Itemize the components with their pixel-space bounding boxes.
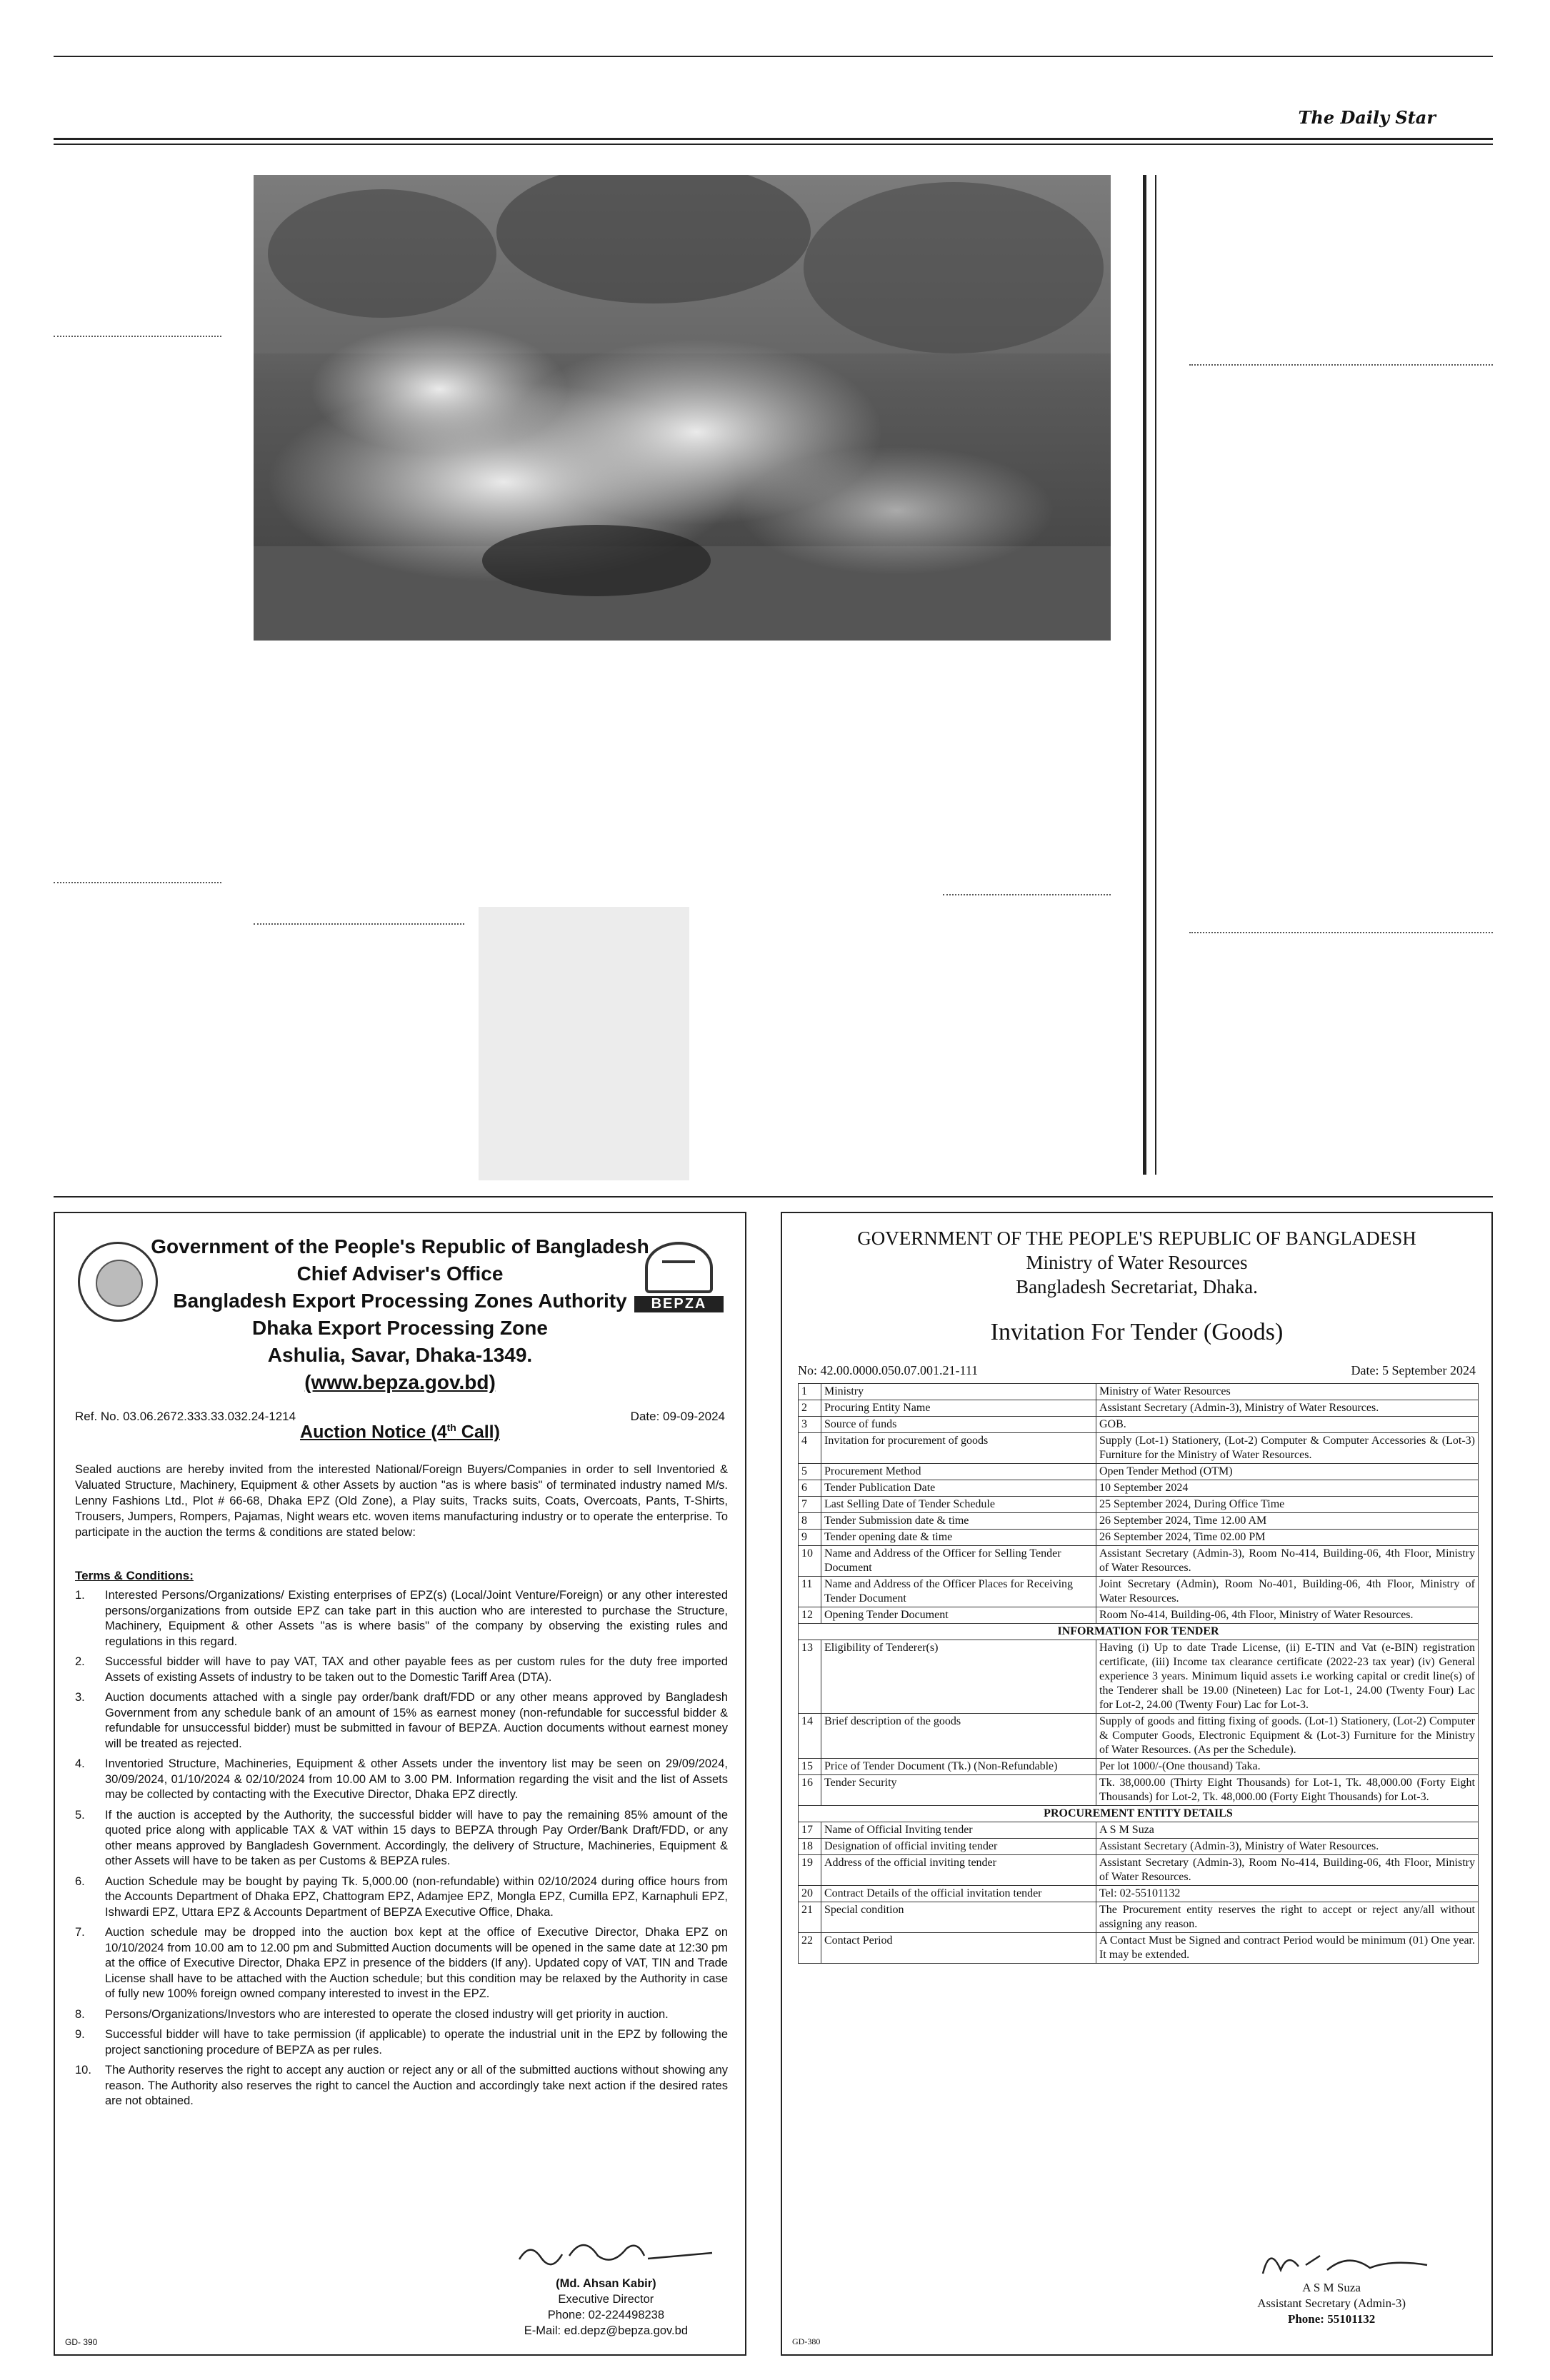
row-number: 12	[799, 1607, 821, 1624]
signature-image	[512, 2227, 726, 2270]
row-value: Ministry of Water Resources	[1096, 1384, 1479, 1400]
header-line: GOVERNMENT OF THE PEOPLE'S REPUBLIC OF BANGLADESH	[857, 1227, 1416, 1249]
mowr-tender-notice	[781, 1212, 1493, 2356]
website-link[interactable]: (www.bepza.gov.bd)	[304, 1371, 496, 1393]
terms-item-text: Auction Schedule may be bought by paying Tk. 5,000.00 (non-refundable) within 02/10/2024 during office hours from the Accounts Department of Dhaka EPZ, Chattogram EPZ, Adamjee EPZ, Mongla EPZ, Cumilla EPZ, Karnaphuli EPZ, Ishwardi EPZ, Uttara EPZ & Accounts Department of BEPZA Executive Office, Dhaka.	[105, 1874, 728, 1919]
row-label: Invitation for procurement of goods	[821, 1433, 1096, 1464]
table-row	[799, 1839, 1479, 1855]
signer-block	[1257, 2280, 1406, 2327]
row-number: 1	[799, 1384, 821, 1400]
signer-name: (Md. Ahsan Kabir)	[556, 2277, 656, 2290]
signer-title: Assistant Secretary (Admin-3)	[1257, 2296, 1406, 2310]
row-number: 21	[799, 1902, 821, 1933]
row-number: 11	[799, 1577, 821, 1607]
table-section-row	[799, 1624, 1479, 1640]
terms-item	[75, 1925, 728, 2002]
signer-phone: Phone: 55101132	[1287, 2312, 1376, 2326]
terms-heading: Terms & Conditions:	[75, 1569, 194, 1582]
signer-block	[524, 2276, 688, 2339]
terms-item-number: 6.	[75, 1874, 85, 1888]
tender-title: Invitation For Tender (Goods)	[990, 1319, 1284, 1345]
row-label: Price of Tender Document (Tk.) (Non-Refundable)	[821, 1759, 1096, 1775]
bepza-logo-label: BEPZA	[634, 1296, 724, 1312]
terms-item	[75, 1808, 728, 1869]
terms-item-text: Auction schedule may be dropped into the auction box kept at the office of Executive Director, Dhaka EPZ on 10/10/2024 from 10.00 am to 12.00 pm and Submitted Auction documents will be opened in the same date at 12:30 pm at the office of Executive Director, Dhaka EPZ in presence of the bidders (If any). Updated copy of VAT, TIN and Trade License shall have to be attached with the Auction schedule; but this condition may be relaxed by the Authority in case of fully new 100% foreign owned company interested to invest in the EPZ.	[105, 1926, 728, 2000]
row-number: 17	[799, 1822, 821, 1839]
ads-rule	[54, 1196, 1493, 1197]
row-value: Assistant Secretary (Admin-3), Room No-414, Building-06, 4th Floor, Ministry of Water Resources.	[1096, 1855, 1479, 1886]
title-end: Call)	[456, 1422, 500, 1442]
masthead-rule-lower	[54, 144, 1493, 145]
row-number: 13	[799, 1640, 821, 1714]
terms-item-text: Persons/Organizations/Investors who are interested to operate the closed industry will get priority in auction.	[105, 2007, 669, 2021]
header-line: Dhaka Export Processing Zone	[252, 1317, 548, 1339]
terms-item-number: 5.	[75, 1808, 85, 1822]
row-label: Tender opening date & time	[821, 1530, 1096, 1546]
title-sup: th	[446, 1422, 456, 1433]
row-value: Joint Secretary (Admin), Room No-401, Building-06, 4th Floor, Ministry of Water Resources.	[1096, 1577, 1479, 1607]
row-label: Source of funds	[821, 1417, 1096, 1433]
section-heading: PROCUREMENT ENTITY DETAILS	[799, 1806, 1479, 1822]
row-value: Supply of goods and fitting fixing of goods. (Lot-1) Stationery, (Lot-2) Computer & Computer Goods, Electronic Equipment & (Lot-3) Furniture for the Ministry of Water Resources. (As per the Schedule).	[1096, 1714, 1479, 1759]
column-separator	[943, 894, 1111, 895]
top-rule	[54, 56, 1493, 57]
column-divider-thin	[1155, 175, 1156, 1175]
table-row	[799, 1497, 1479, 1513]
row-value: 26 September 2024, Time 02.00 PM	[1096, 1530, 1479, 1546]
signer-phone: Phone: 02-224498238	[547, 2309, 665, 2321]
reference-number: Ref. No. 03.06.2672.333.33.032.24-1214	[75, 1410, 296, 1423]
column-separator	[54, 882, 221, 883]
row-value: 26 September 2024, Time 12.00 AM	[1096, 1513, 1479, 1530]
row-value: A S M Suza	[1096, 1822, 1479, 1839]
terms-item-text: Successful bidder will have to pay VAT, TAX and other payable fees as per custom rules for the duty free imported Assets of existing Assets of industry to be taken out to the Domestic Tariff Area (DTA).	[105, 1655, 728, 1684]
row-number: 7	[799, 1497, 821, 1513]
table-section-row	[799, 1806, 1479, 1822]
column-separator	[54, 336, 221, 337]
row-value: Tk. 38,000.00 (Thirty Eight Thousands) for Lot-1, Tk. 48,000.00 (Forty Eight Thousands) for Lot-2, Tk. 48,000.00 (Forty Eight Thousands) for Lot-3.	[1096, 1775, 1479, 1806]
signature-image	[1256, 2238, 1434, 2281]
table-row	[799, 1433, 1479, 1464]
row-value: The Procurement entity reserves the right to accept or reject any/all without assigning any reason.	[1096, 1902, 1479, 1933]
row-label: Name and Address of the Officer Places for Receiving Tender Document	[821, 1577, 1096, 1607]
row-number: 2	[799, 1400, 821, 1417]
header-line: Ministry of Water Resources	[1026, 1252, 1248, 1273]
row-number: 15	[799, 1759, 821, 1775]
table-row	[799, 1400, 1479, 1417]
terms-list	[75, 1588, 728, 2114]
terms-item	[75, 2007, 728, 2023]
table-row	[799, 1480, 1479, 1497]
terms-item-text: Interested Persons/Organizations/ Existing enterprises of EPZ(s) (Local/Joint Venture/Foreign) or any other interested persons/organizations from outside EPZ can take part in this auction who are interested to purchase the Structure, Machinery, Equipment & other Assets "as is where basis" of the company by observing the existing rules and regulations in this regard.	[105, 1589, 728, 1648]
row-number: 16	[799, 1775, 821, 1806]
table-row	[799, 1855, 1479, 1886]
signer-email[interactable]: E-Mail: ed.depz@bepza.gov.bd	[524, 2324, 688, 2337]
row-value: GOB.	[1096, 1417, 1479, 1433]
terms-item-text: If the auction is accepted by the Authority, the successful bidder will have to pay the remaining 85% amount of the quoted price along with applicable TAX & VAT within 15 days to BEPZA through Pay Order/Bank Draft/FDD, or any other means approved by Bangladesh Government. Accordingly, the delivery of Structure, Machineries, Equipment & other Assets will have to be taken as per Customs & BEPZA rules.	[105, 1808, 728, 1867]
table-row	[799, 1640, 1479, 1714]
row-label: Procuring Entity Name	[821, 1400, 1096, 1417]
terms-item	[75, 1690, 728, 1752]
row-number: 6	[799, 1480, 821, 1497]
notice-date: Date: 09-09-2024	[630, 1410, 725, 1423]
row-label: Opening Tender Document	[821, 1607, 1096, 1624]
bepza-auction-notice	[54, 1212, 746, 2356]
table-row	[799, 1417, 1479, 1433]
row-label: Ministry	[821, 1384, 1096, 1400]
terms-item	[75, 2027, 728, 2058]
row-value: A Contact Must be Signed and contract Period would be minimum (01) One year. It may be extended.	[1096, 1933, 1479, 1964]
row-value: Having (i) Up to date Trade License, (ii) E-TIN and Vat (e-BIN) registration certificate, (iii) Income tax clearance certificate (2022-23 tax year) (iv) General experience 3 years. Minimum liquid assets i.e working capital or credit line(s) of the Tenderer shall be 19.00 (Nineteen) Lac for Lot-1, 24.00 (Twenty Four) Lac for Lot-2, 24.00 (Twenty Four) Lac for Lot-3.	[1096, 1640, 1479, 1714]
terms-item-number: 10.	[75, 2064, 91, 2077]
bepza-header	[55, 1233, 745, 1396]
grey-panel	[479, 907, 689, 1180]
terms-item-number: 3.	[75, 1691, 85, 1704]
row-value: Supply (Lot-1) Stationery, (Lot-2) Computer & Computer Accessories & (Lot-3) Furniture for the Ministry of Water Resources.	[1096, 1433, 1479, 1464]
header-line: Government of the People's Republic of Bangladesh	[151, 1235, 649, 1257]
terms-item-text: Inventoried Structure, Machineries, Equipment & other Assets under the inventory list may be seen on 29/09/2024, 30/09/2024, 01/10/2024 & 02/10/2024 from 10.00 AM to 3.00 PM. Information regarding the visit and the list of Assets may be collected by contacting with the Executive Director, Dhaka EPZ directly.	[105, 1757, 728, 1801]
header-line: Ashulia, Savar, Dhaka-1349.	[267, 1344, 533, 1366]
row-label: Contract Details of the official invitation tender	[821, 1886, 1096, 1902]
table-row	[799, 1530, 1479, 1546]
terms-item-text: Auction documents attached with a single pay order/bank draft/FDD or any other means approved by Bangladesh Government from any schedule bank of an amount of 15% as earnest money (non-refundable for successful bidder & refundable for unsuccessful bidder) must be submitted in favour of BEPZA. Auction documents without earnest money will be treated as rejected.	[105, 1691, 728, 1750]
row-label: Brief description of the goods	[821, 1714, 1096, 1759]
row-label: Procurement Method	[821, 1464, 1096, 1480]
row-label: Tender Security	[821, 1775, 1096, 1806]
row-value: 10 September 2024	[1096, 1480, 1479, 1497]
terms-item	[75, 1655, 728, 1685]
gd-number: GD- 390	[65, 2337, 98, 2347]
notice-title	[55, 1422, 745, 1442]
row-value: Assistant Secretary (Admin-3), Ministry of Water Resources.	[1096, 1400, 1479, 1417]
terms-item-text: The Authority reserves the right to accept any auction or reject any or all of the submitted auctions without showing any reason. The Authority also reserves the right to cancel the Auction and accordingly take next action if the desired rates are not obtained.	[105, 2064, 728, 2107]
row-number: 10	[799, 1546, 821, 1577]
row-value: Assistant Secretary (Admin-3), Room No-414, Building-06, 4th Floor, Ministry of Water Resources.	[1096, 1546, 1479, 1577]
terms-item	[75, 1874, 728, 1921]
row-label: Designation of official inviting tender	[821, 1839, 1096, 1855]
table-row	[799, 1513, 1479, 1530]
table-row	[799, 1714, 1479, 1759]
terms-item-number: 2.	[75, 1655, 85, 1668]
signer-title: Executive Director	[558, 2293, 654, 2306]
row-number: 14	[799, 1714, 821, 1759]
row-label: Tender Publication Date	[821, 1480, 1096, 1497]
table-row	[799, 1577, 1479, 1607]
row-number: 18	[799, 1839, 821, 1855]
row-label: Name and Address of the Officer for Selling Tender Document	[821, 1546, 1096, 1577]
row-label: Contact Period	[821, 1933, 1096, 1964]
row-number: 19	[799, 1855, 821, 1886]
row-value: Room No-414, Building-06, 4th Floor, Ministry of Water Resources.	[1096, 1607, 1479, 1624]
row-number: 22	[799, 1933, 821, 1964]
table-row	[799, 1607, 1479, 1624]
table-row	[799, 1464, 1479, 1480]
row-label: Last Selling Date of Tender Schedule	[821, 1497, 1096, 1513]
row-number: 9	[799, 1530, 821, 1546]
table-row	[799, 1822, 1479, 1839]
row-number: 5	[799, 1464, 821, 1480]
header-line: Bangladesh Export Processing Zones Authority	[173, 1290, 627, 1312]
table-row	[799, 1759, 1479, 1775]
row-value: Assistant Secretary (Admin-3), Ministry of Water Resources.	[1096, 1839, 1479, 1855]
masthead-rule-upper	[54, 138, 1493, 140]
row-number: 4	[799, 1433, 821, 1464]
terms-item	[75, 2063, 728, 2109]
signer-name: A S M Suza	[1302, 2281, 1361, 2294]
terms-item-number: 7.	[75, 1926, 85, 1939]
tender-details-table	[798, 1383, 1479, 1964]
table-row	[799, 1933, 1479, 1964]
column-separator	[1189, 364, 1493, 366]
memo-number: No: 42.00.0000.050.07.001.21-111	[798, 1363, 979, 1377]
news-photo-smoke	[254, 175, 1111, 641]
photo-graphic	[254, 175, 1111, 641]
terms-item-number: 8.	[75, 2007, 85, 2021]
gd-number: GD-380	[792, 2336, 821, 2346]
terms-item-text: Successful bidder will have to take permission (if applicable) to operate the industrial unit in the EPZ by following the project sanctioning procedure of BEPZA as per rules.	[105, 2028, 728, 2057]
table-row	[799, 1546, 1479, 1577]
terms-item-number: 4.	[75, 1757, 85, 1770]
row-value: Open Tender Method (OTM)	[1096, 1464, 1479, 1480]
table-row	[799, 1775, 1479, 1806]
terms-item-number: 9.	[75, 2028, 85, 2041]
tender-date: Date: 5 September 2024	[1351, 1363, 1476, 1377]
row-number: 3	[799, 1417, 821, 1433]
column-separator	[1189, 932, 1493, 933]
row-number: 8	[799, 1513, 821, 1530]
row-label: Address of the official inviting tender	[821, 1855, 1096, 1886]
terms-item	[75, 1757, 728, 1803]
row-value: 25 September 2024, During Office Time	[1096, 1497, 1479, 1513]
terms-item	[75, 1588, 728, 1650]
row-label: Name of Official Inviting tender	[821, 1822, 1096, 1839]
header-line: Bangladesh Secretariat, Dhaka.	[1016, 1276, 1258, 1297]
row-label: Eligibility of Tenderer(s)	[821, 1640, 1096, 1714]
title-main: Auction Notice (4	[300, 1422, 447, 1442]
terms-item-number: 1.	[75, 1589, 85, 1602]
column-separator	[254, 923, 464, 925]
row-number: 20	[799, 1886, 821, 1902]
table-row	[799, 1902, 1479, 1933]
table-row	[799, 1384, 1479, 1400]
header-line: Chief Adviser's Office	[296, 1262, 504, 1285]
section-heading: INFORMATION FOR TENDER	[799, 1624, 1479, 1640]
mowr-header	[782, 1226, 1491, 1299]
column-divider	[1143, 175, 1146, 1175]
row-label: Tender Submission date & time	[821, 1513, 1096, 1530]
masthead-logo: The Daily Star	[1298, 107, 1436, 128]
notice-intro: Sealed auctions are hereby invited from the interested National/Foreign Buyers/Companies in order to sell Inventoried & Valuated Structure, Machinery, Equipment & other Assets by auction "as is where basis" of terminated industry named M/s. Lenny Fashions Ltd., Plot # 66-68, Dhaka EPZ (Old Zone), a Play suits, Tracks suits, Coats, Overcoats, Pants, T-Shirts, Trousers, Jumpers, Rompers, Pajamas, Night wears etc. woven items manufacturing industry or to operate the enterprise. To participate in the auction the terms & conditions are stated below:	[75, 1463, 728, 1539]
row-value: Tel: 02-55101132	[1096, 1886, 1479, 1902]
row-value: Per lot 1000/-(One thousand) Taka.	[1096, 1759, 1479, 1775]
row-label: Special condition	[821, 1902, 1096, 1933]
table-row	[799, 1886, 1479, 1902]
